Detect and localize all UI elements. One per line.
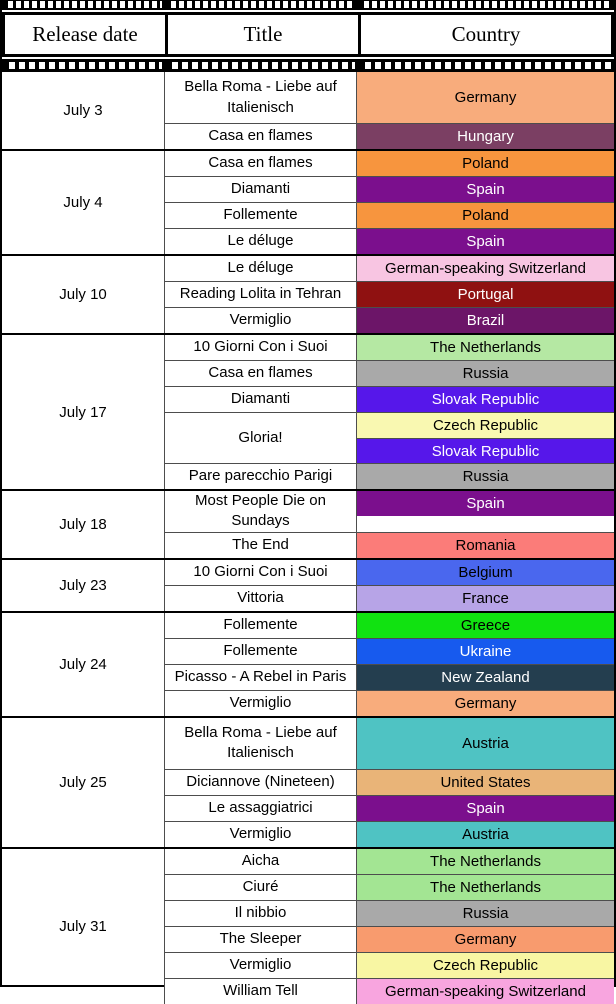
countries bbox=[357, 72, 614, 123]
date-cell: July 18 bbox=[2, 491, 165, 558]
title-cell: Le assaggiatrici bbox=[165, 796, 357, 821]
table-row bbox=[165, 874, 614, 900]
countries bbox=[357, 229, 614, 254]
countries bbox=[357, 308, 614, 333]
table-row bbox=[165, 926, 614, 952]
table-row bbox=[165, 228, 614, 254]
table-row bbox=[165, 585, 614, 611]
film-sprocket-holes bbox=[361, 62, 611, 69]
countries bbox=[357, 124, 614, 149]
title-cell: Follemente bbox=[165, 203, 357, 228]
title-cell: Ciuré bbox=[165, 875, 357, 900]
country-cell: Poland bbox=[357, 203, 614, 228]
country-cell: Russia bbox=[357, 361, 614, 386]
title-cell: Casa en flames bbox=[165, 361, 357, 386]
title-cell: Diciannove (Nineteen) bbox=[165, 770, 357, 795]
entries bbox=[165, 335, 614, 489]
table-row bbox=[165, 281, 614, 307]
title-cell: Most People Die on Sundays bbox=[165, 491, 357, 532]
title-cell: Vermiglio bbox=[165, 953, 357, 978]
film-sprocket-holes bbox=[168, 1, 355, 8]
country-cell: Spain bbox=[357, 229, 614, 254]
table-row bbox=[165, 560, 614, 585]
country-cell: German-speaking Switzerland bbox=[357, 256, 614, 281]
countries bbox=[357, 691, 614, 716]
title-cell: Vermiglio bbox=[165, 691, 357, 716]
countries bbox=[357, 177, 614, 202]
countries bbox=[357, 822, 614, 847]
countries bbox=[357, 849, 614, 874]
countries bbox=[357, 875, 614, 900]
countries bbox=[357, 927, 614, 952]
countries bbox=[357, 718, 614, 769]
table-row bbox=[165, 72, 614, 123]
country-cell: Brazil bbox=[357, 308, 614, 333]
entries bbox=[165, 151, 614, 254]
table-row bbox=[165, 256, 614, 281]
title-cell: Follemente bbox=[165, 639, 357, 664]
country-cell: Russia bbox=[357, 901, 614, 926]
table-row bbox=[165, 664, 614, 690]
column-header-country: Country bbox=[358, 12, 614, 57]
entries bbox=[165, 560, 614, 611]
countries bbox=[357, 491, 614, 532]
countries bbox=[357, 560, 614, 585]
country-cell: Czech Republic bbox=[357, 953, 614, 978]
title-cell: The Sleeper bbox=[165, 927, 357, 952]
country-cell: The Netherlands bbox=[357, 335, 614, 360]
film-strip-segment bbox=[2, 0, 165, 10]
table-row bbox=[165, 532, 614, 558]
date-cell: July 31 bbox=[2, 849, 165, 1004]
country-cell: The Netherlands bbox=[357, 849, 614, 874]
table-row bbox=[165, 123, 614, 149]
countries bbox=[357, 413, 614, 463]
country-cell: Spain bbox=[357, 177, 614, 202]
table-row bbox=[165, 978, 614, 1004]
table-row bbox=[165, 849, 614, 874]
title-cell: Vermiglio bbox=[165, 822, 357, 847]
title-cell: Il nibbio bbox=[165, 901, 357, 926]
country-cell: Germany bbox=[357, 72, 614, 123]
countries bbox=[357, 151, 614, 176]
title-cell: Picasso - A Rebel in Paris bbox=[165, 665, 357, 690]
film-strip-segment bbox=[2, 59, 165, 72]
release-group bbox=[2, 847, 614, 1004]
country-cell: Austria bbox=[357, 822, 614, 847]
title-cell: Casa en flames bbox=[165, 124, 357, 149]
film-sprocket-holes bbox=[361, 1, 611, 8]
table-row bbox=[165, 821, 614, 847]
date-cell: July 17 bbox=[2, 335, 165, 489]
countries bbox=[357, 282, 614, 307]
table-row bbox=[165, 386, 614, 412]
country-cell: New Zealand bbox=[357, 665, 614, 690]
release-group bbox=[2, 489, 614, 558]
film-strip-segment bbox=[358, 59, 614, 72]
film-strip-segment bbox=[165, 0, 358, 10]
countries bbox=[357, 796, 614, 821]
countries bbox=[357, 613, 614, 638]
table-row bbox=[165, 769, 614, 795]
table-body bbox=[2, 72, 614, 1004]
table-header-row bbox=[2, 10, 614, 59]
table-row bbox=[165, 795, 614, 821]
country-cell: Portugal bbox=[357, 282, 614, 307]
entries bbox=[165, 849, 614, 1004]
country-cell: German-speaking Switzerland bbox=[357, 979, 614, 1004]
countries bbox=[357, 387, 614, 412]
country-cell: Austria bbox=[357, 718, 614, 769]
country-cell: Hungary bbox=[357, 124, 614, 149]
date-cell: July 25 bbox=[2, 718, 165, 847]
country-cell: United States bbox=[357, 770, 614, 795]
table-row bbox=[165, 360, 614, 386]
country-cell: Romania bbox=[357, 533, 614, 558]
date-cell: July 23 bbox=[2, 560, 165, 611]
countries bbox=[357, 901, 614, 926]
date-cell: July 24 bbox=[2, 613, 165, 716]
table-row bbox=[165, 151, 614, 176]
country-cell: Germany bbox=[357, 691, 614, 716]
title-cell: Vittoria bbox=[165, 586, 357, 611]
countries bbox=[357, 770, 614, 795]
film-strip-bottom bbox=[2, 59, 614, 72]
countries bbox=[357, 464, 614, 489]
film-strip-segment bbox=[358, 0, 614, 10]
entries bbox=[165, 72, 614, 149]
title-cell: Follemente bbox=[165, 613, 357, 638]
title-cell: Diamanti bbox=[165, 177, 357, 202]
title-cell: Casa en flames bbox=[165, 151, 357, 176]
date-cell: July 10 bbox=[2, 256, 165, 333]
country-cell: The Netherlands bbox=[357, 875, 614, 900]
release-group bbox=[2, 72, 614, 149]
title-cell: Bella Roma - Liebe auf Italienisch bbox=[165, 72, 357, 123]
release-group bbox=[2, 149, 614, 254]
table-row bbox=[165, 491, 614, 532]
country-cell: Ukraine bbox=[357, 639, 614, 664]
countries bbox=[357, 639, 614, 664]
column-header-title: Title bbox=[165, 12, 361, 57]
release-group bbox=[2, 558, 614, 611]
title-cell: Diamanti bbox=[165, 387, 357, 412]
date-cell: July 4 bbox=[2, 151, 165, 254]
countries bbox=[357, 203, 614, 228]
countries bbox=[357, 361, 614, 386]
title-cell: Gloria! bbox=[165, 413, 357, 463]
film-strip-top bbox=[2, 0, 614, 10]
title-cell: The End bbox=[165, 533, 357, 558]
entries bbox=[165, 491, 614, 558]
title-cell: 10 Giorni Con i Suoi bbox=[165, 560, 357, 585]
entries bbox=[165, 256, 614, 333]
film-strip-segment bbox=[165, 59, 358, 72]
release-group bbox=[2, 333, 614, 489]
table-row bbox=[165, 718, 614, 769]
title-cell: Le déluge bbox=[165, 256, 357, 281]
release-group bbox=[2, 611, 614, 716]
entries bbox=[165, 613, 614, 716]
title-cell: 10 Giorni Con i Suoi bbox=[165, 335, 357, 360]
countries bbox=[357, 256, 614, 281]
table-row bbox=[165, 900, 614, 926]
countries bbox=[357, 533, 614, 558]
entries bbox=[165, 718, 614, 847]
table-row bbox=[165, 690, 614, 716]
countries bbox=[357, 586, 614, 611]
countries bbox=[357, 979, 614, 1004]
country-cell: Slovak Republic bbox=[357, 387, 614, 412]
country-cell: Czech Republic bbox=[357, 413, 614, 438]
country-cell: Greece bbox=[357, 613, 614, 638]
title-cell: Reading Lolita in Tehran bbox=[165, 282, 357, 307]
release-group bbox=[2, 716, 614, 847]
countries bbox=[357, 953, 614, 978]
title-cell: Vermiglio bbox=[165, 308, 357, 333]
table-row bbox=[165, 335, 614, 360]
table-row bbox=[165, 412, 614, 463]
countries bbox=[357, 665, 614, 690]
table-row bbox=[165, 613, 614, 638]
table-row bbox=[165, 176, 614, 202]
table-row bbox=[165, 952, 614, 978]
country-cell: Russia bbox=[357, 464, 614, 489]
countries bbox=[357, 335, 614, 360]
title-cell: Bella Roma - Liebe auf Italienisch bbox=[165, 718, 357, 769]
title-cell: Le déluge bbox=[165, 229, 357, 254]
table-row bbox=[165, 638, 614, 664]
title-cell: Aicha bbox=[165, 849, 357, 874]
table-row bbox=[165, 307, 614, 333]
country-cell: Belgium bbox=[357, 560, 614, 585]
country-cell: Poland bbox=[357, 151, 614, 176]
film-sprocket-holes bbox=[5, 62, 162, 69]
country-cell: France bbox=[357, 586, 614, 611]
country-cell: Spain bbox=[357, 796, 614, 821]
table-row bbox=[165, 202, 614, 228]
country-cell: Germany bbox=[357, 927, 614, 952]
release-group bbox=[2, 254, 614, 333]
country-cell: Slovak Republic bbox=[357, 438, 614, 463]
title-cell: Pare parecchio Parigi bbox=[165, 464, 357, 489]
date-cell: July 3 bbox=[2, 72, 165, 149]
country-cell: Spain bbox=[357, 491, 614, 516]
film-sprocket-holes bbox=[5, 1, 162, 8]
title-cell: William Tell bbox=[165, 979, 357, 1004]
film-sprocket-holes bbox=[168, 62, 355, 69]
column-header-release-date: Release date bbox=[2, 12, 168, 57]
table-row bbox=[165, 463, 614, 489]
